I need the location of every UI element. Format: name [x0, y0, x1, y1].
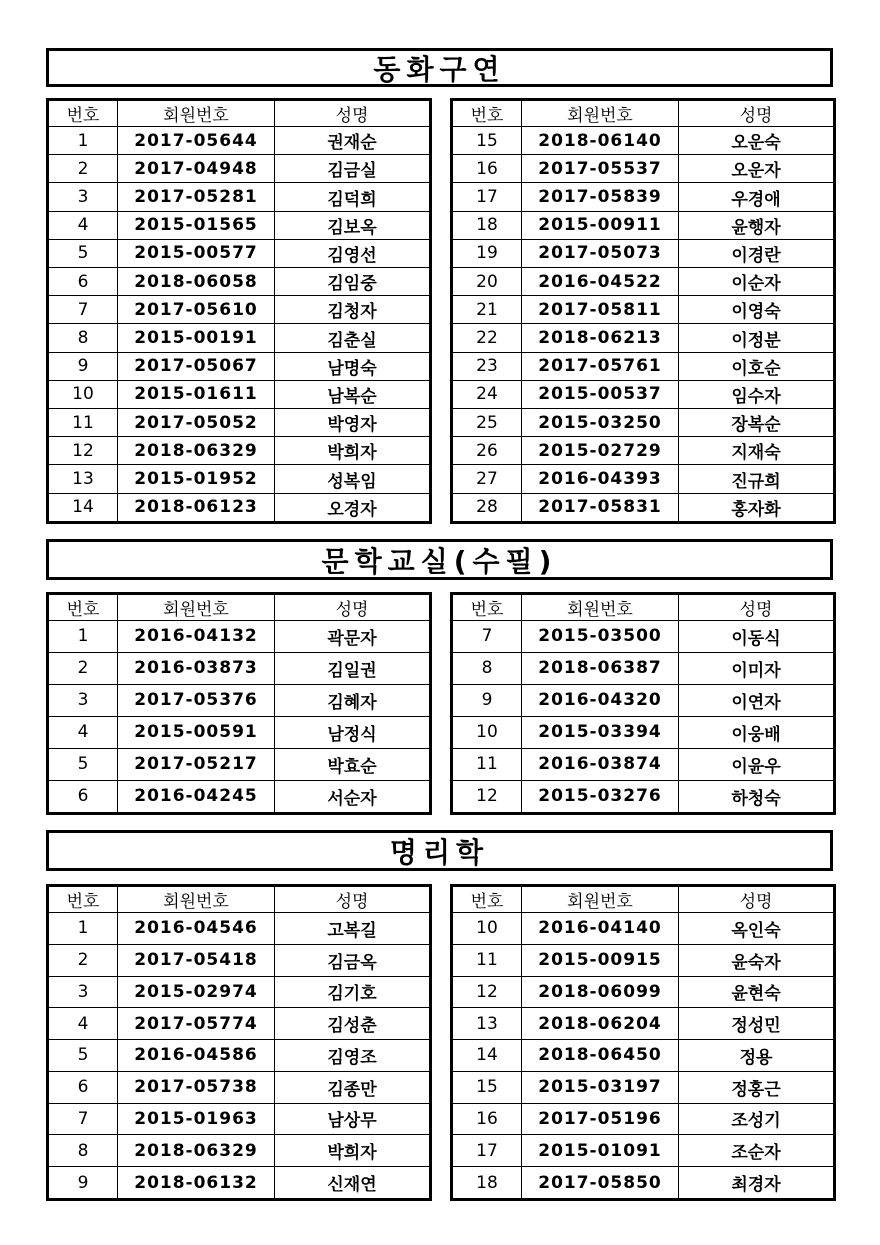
row-number: 3	[48, 976, 118, 1008]
member-id: 2018-06387	[522, 652, 679, 684]
member-name: 성복임	[275, 465, 431, 493]
member-id: 2017-05774	[118, 1008, 275, 1040]
row-number: 6	[48, 780, 118, 813]
member-id: 2018-06450	[522, 1040, 679, 1072]
header-no: 번호	[48, 886, 118, 913]
member-id: 2015-03394	[522, 716, 679, 748]
member-name: 박효순	[275, 748, 431, 780]
row-number: 2	[48, 652, 118, 684]
member-name: 조성기	[679, 1103, 835, 1135]
member-name: 김기호	[275, 976, 431, 1008]
member-name: 진규희	[679, 465, 835, 493]
member-name: 지재숙	[679, 437, 835, 465]
member-id: 2015-01091	[522, 1135, 679, 1167]
header-no: 번호	[48, 594, 118, 621]
member-name: 우경애	[679, 183, 835, 211]
row-number: 4	[48, 211, 118, 239]
member-name: 윤행자	[679, 211, 835, 239]
section-title: 동화구연	[46, 48, 833, 87]
member-name: 오운자	[679, 155, 835, 183]
table-row	[48, 437, 431, 465]
row-number: 17	[452, 183, 522, 211]
row-number: 5	[48, 239, 118, 267]
table-row	[452, 1008, 835, 1040]
member-name: 김청자	[275, 296, 431, 324]
member-name: 권재순	[275, 127, 431, 155]
member-id: 2015-02974	[118, 976, 275, 1008]
table-row	[48, 239, 431, 267]
row-number: 15	[452, 1071, 522, 1103]
member-name: 윤현숙	[679, 976, 835, 1008]
member-id: 2017-05811	[522, 296, 679, 324]
table-row	[48, 155, 431, 183]
table-row	[452, 493, 835, 522]
row-number: 8	[48, 1135, 118, 1167]
header-member-id: 회원번호	[522, 594, 679, 621]
member-name: 이윤우	[679, 748, 835, 780]
member-name: 정성민	[679, 1008, 835, 1040]
member-name: 김영선	[275, 239, 431, 267]
table-row	[48, 1008, 431, 1040]
member-name: 김성춘	[275, 1008, 431, 1040]
member-name: 정홍근	[679, 1071, 835, 1103]
table-row	[48, 296, 431, 324]
member-id: 2015-00915	[522, 944, 679, 976]
member-id: 2015-03197	[522, 1071, 679, 1103]
row-number: 10	[452, 913, 522, 945]
member-name: 남정식	[275, 716, 431, 748]
header-name: 성명	[679, 594, 835, 621]
member-name: 정용	[679, 1040, 835, 1072]
table-row	[452, 1071, 835, 1103]
row-number: 25	[452, 409, 522, 437]
member-name: 김춘실	[275, 324, 431, 352]
table-row	[452, 239, 835, 267]
member-id: 2018-06329	[118, 437, 275, 465]
table-row	[452, 211, 835, 239]
table-row	[48, 1071, 431, 1103]
row-number: 10	[48, 380, 118, 408]
row-number: 3	[48, 684, 118, 716]
member-id: 2015-01611	[118, 380, 275, 408]
table-row	[48, 652, 431, 684]
row-number: 14	[48, 493, 118, 522]
roster-table-right	[450, 884, 836, 1201]
member-id: 2017-05537	[522, 155, 679, 183]
member-id: 2016-04546	[118, 913, 275, 945]
row-number: 27	[452, 465, 522, 493]
row-number: 19	[452, 239, 522, 267]
header-row	[452, 100, 835, 127]
member-id: 2017-05067	[118, 352, 275, 380]
table-row	[48, 465, 431, 493]
member-name: 이순자	[679, 268, 835, 296]
table-row	[48, 780, 431, 813]
member-id: 2017-05052	[118, 409, 275, 437]
member-id: 2017-05850	[522, 1167, 679, 1200]
member-name: 김영조	[275, 1040, 431, 1072]
table-row	[48, 183, 431, 211]
table-row	[452, 127, 835, 155]
row-number: 4	[48, 716, 118, 748]
member-name: 옥인숙	[679, 913, 835, 945]
row-number: 5	[48, 1040, 118, 1072]
table-row	[48, 409, 431, 437]
table-row	[48, 621, 431, 653]
member-name: 김덕희	[275, 183, 431, 211]
member-name: 김보옥	[275, 211, 431, 239]
table-row	[48, 493, 431, 522]
member-name: 이동식	[679, 621, 835, 653]
header-no: 번호	[48, 100, 118, 127]
table-row	[452, 652, 835, 684]
table-row	[48, 127, 431, 155]
table-row	[48, 1167, 431, 1200]
table-row	[48, 324, 431, 352]
member-name: 이연자	[679, 684, 835, 716]
table-row	[452, 684, 835, 716]
row-number: 10	[452, 716, 522, 748]
table-row	[452, 437, 835, 465]
member-name: 남상무	[275, 1103, 431, 1135]
row-number: 6	[48, 1071, 118, 1103]
member-name: 오운숙	[679, 127, 835, 155]
row-number: 8	[48, 324, 118, 352]
table-row	[452, 944, 835, 976]
row-number: 5	[48, 748, 118, 780]
member-id: 2015-01952	[118, 465, 275, 493]
table-row	[48, 684, 431, 716]
row-number: 15	[452, 127, 522, 155]
row-number: 12	[48, 437, 118, 465]
row-number: 1	[48, 621, 118, 653]
row-number: 28	[452, 493, 522, 522]
table-row	[452, 780, 835, 813]
row-number: 7	[48, 1103, 118, 1135]
section-title: 문학교실(수필)	[46, 539, 833, 580]
member-id: 2017-05644	[118, 127, 275, 155]
member-id: 2018-06329	[118, 1135, 275, 1167]
header-no: 번호	[452, 886, 522, 913]
row-number: 14	[452, 1040, 522, 1072]
row-number: 1	[48, 913, 118, 945]
member-name: 신재연	[275, 1167, 431, 1200]
row-number: 7	[452, 621, 522, 653]
member-id: 2017-05281	[118, 183, 275, 211]
row-number: 22	[452, 324, 522, 352]
header-no: 번호	[452, 100, 522, 127]
member-name: 김임중	[275, 268, 431, 296]
row-number: 16	[452, 155, 522, 183]
member-id: 2016-04522	[522, 268, 679, 296]
member-name: 박희자	[275, 437, 431, 465]
table-row	[48, 1135, 431, 1167]
table-row	[452, 380, 835, 408]
member-name: 이정분	[679, 324, 835, 352]
header-member-id: 회원번호	[118, 100, 275, 127]
table-row	[48, 380, 431, 408]
roster-table-right	[450, 592, 836, 815]
table-row	[452, 324, 835, 352]
member-id: 2017-05738	[118, 1071, 275, 1103]
table-row	[452, 716, 835, 748]
member-id: 2018-06140	[522, 127, 679, 155]
member-name: 김금옥	[275, 944, 431, 976]
member-id: 2017-04948	[118, 155, 275, 183]
row-number: 9	[48, 352, 118, 380]
member-id: 2015-01963	[118, 1103, 275, 1135]
table-row	[48, 976, 431, 1008]
row-number: 6	[48, 268, 118, 296]
table-row	[452, 296, 835, 324]
roster-table-right	[450, 98, 836, 524]
row-number: 23	[452, 352, 522, 380]
section-title: 명리학	[46, 830, 833, 871]
member-id: 2015-00911	[522, 211, 679, 239]
table-row	[452, 976, 835, 1008]
member-id: 2018-06204	[522, 1008, 679, 1040]
table-row	[452, 155, 835, 183]
member-id: 2017-05196	[522, 1103, 679, 1135]
header-no: 번호	[452, 594, 522, 621]
table-row	[452, 621, 835, 653]
member-name: 박영자	[275, 409, 431, 437]
member-id: 2015-00591	[118, 716, 275, 748]
member-id: 2017-05761	[522, 352, 679, 380]
row-number: 16	[452, 1103, 522, 1135]
header-row	[48, 594, 431, 621]
member-name: 박희자	[275, 1135, 431, 1167]
member-name: 김종만	[275, 1071, 431, 1103]
table-row	[48, 1040, 431, 1072]
member-id: 2016-04320	[522, 684, 679, 716]
member-id: 2017-05376	[118, 684, 275, 716]
row-number: 12	[452, 780, 522, 813]
header-name: 성명	[275, 886, 431, 913]
member-name: 이미자	[679, 652, 835, 684]
table-row	[452, 183, 835, 211]
table-row	[48, 352, 431, 380]
member-id: 2015-00577	[118, 239, 275, 267]
table-row	[48, 748, 431, 780]
roster-table-left	[46, 98, 432, 524]
header-name: 성명	[275, 594, 431, 621]
table-row	[452, 1040, 835, 1072]
table-row	[48, 913, 431, 945]
member-name: 남복순	[275, 380, 431, 408]
table-row	[48, 211, 431, 239]
row-number: 13	[452, 1008, 522, 1040]
member-id: 2015-00537	[522, 380, 679, 408]
member-id: 2016-04140	[522, 913, 679, 945]
table-row	[48, 1103, 431, 1135]
member-id: 2017-05217	[118, 748, 275, 780]
member-id: 2017-05418	[118, 944, 275, 976]
row-number: 1	[48, 127, 118, 155]
table-row	[452, 913, 835, 945]
member-name: 곽문자	[275, 621, 431, 653]
header-row	[452, 886, 835, 913]
member-id: 2015-03250	[522, 409, 679, 437]
table-row	[452, 465, 835, 493]
row-number: 13	[48, 465, 118, 493]
member-id: 2016-03873	[118, 652, 275, 684]
row-number: 11	[452, 944, 522, 976]
header-name: 성명	[679, 886, 835, 913]
table-row	[452, 1103, 835, 1135]
row-number: 20	[452, 268, 522, 296]
member-id: 2015-00191	[118, 324, 275, 352]
row-number: 18	[452, 211, 522, 239]
row-number: 12	[452, 976, 522, 1008]
member-id: 2018-06058	[118, 268, 275, 296]
member-name: 윤숙자	[679, 944, 835, 976]
member-id: 2018-06099	[522, 976, 679, 1008]
row-number: 26	[452, 437, 522, 465]
member-id: 2015-02729	[522, 437, 679, 465]
header-member-id: 회원번호	[522, 886, 679, 913]
table-row	[48, 944, 431, 976]
table-row	[452, 268, 835, 296]
row-number: 2	[48, 155, 118, 183]
header-name: 성명	[275, 100, 431, 127]
member-id: 2016-04393	[522, 465, 679, 493]
roster-table-left	[46, 592, 432, 815]
row-number: 21	[452, 296, 522, 324]
member-name: 서순자	[275, 780, 431, 813]
member-name: 이경란	[679, 239, 835, 267]
header-row	[48, 100, 431, 127]
member-id: 2018-06213	[522, 324, 679, 352]
member-id: 2018-06123	[118, 493, 275, 522]
member-name: 김혜자	[275, 684, 431, 716]
header-row	[452, 594, 835, 621]
member-name: 오경자	[275, 493, 431, 522]
header-name: 성명	[679, 100, 835, 127]
table-row	[48, 716, 431, 748]
row-number: 3	[48, 183, 118, 211]
member-id: 2015-03500	[522, 621, 679, 653]
member-name: 최경자	[679, 1167, 835, 1200]
member-id: 2017-05831	[522, 493, 679, 522]
member-name: 이영숙	[679, 296, 835, 324]
member-id: 2018-06132	[118, 1167, 275, 1200]
row-number: 9	[48, 1167, 118, 1200]
member-id: 2016-04586	[118, 1040, 275, 1072]
row-number: 18	[452, 1167, 522, 1200]
member-name: 이호순	[679, 352, 835, 380]
row-number: 24	[452, 380, 522, 408]
member-name: 임수자	[679, 380, 835, 408]
table-row	[452, 1167, 835, 1200]
row-number: 4	[48, 1008, 118, 1040]
row-number: 11	[48, 409, 118, 437]
member-name: 김일권	[275, 652, 431, 684]
member-id: 2017-05073	[522, 239, 679, 267]
row-number: 7	[48, 296, 118, 324]
row-number: 17	[452, 1135, 522, 1167]
table-row	[452, 409, 835, 437]
table-row	[452, 748, 835, 780]
table-row	[452, 1135, 835, 1167]
table-row	[452, 352, 835, 380]
roster-table-left	[46, 884, 432, 1201]
member-name: 하청숙	[679, 780, 835, 813]
row-number: 8	[452, 652, 522, 684]
member-name: 이웅배	[679, 716, 835, 748]
header-member-id: 회원번호	[118, 594, 275, 621]
member-id: 2016-04245	[118, 780, 275, 813]
member-name: 홍자화	[679, 493, 835, 522]
row-number: 9	[452, 684, 522, 716]
member-id: 2016-04132	[118, 621, 275, 653]
row-number: 11	[452, 748, 522, 780]
row-number: 2	[48, 944, 118, 976]
table-row	[48, 268, 431, 296]
member-id: 2015-03276	[522, 780, 679, 813]
header-member-id: 회원번호	[118, 886, 275, 913]
member-name: 남명숙	[275, 352, 431, 380]
member-id: 2015-01565	[118, 211, 275, 239]
member-id: 2016-03874	[522, 748, 679, 780]
header-row	[48, 886, 431, 913]
member-id: 2017-05610	[118, 296, 275, 324]
member-id: 2017-05839	[522, 183, 679, 211]
member-name: 고복길	[275, 913, 431, 945]
member-name: 장복순	[679, 409, 835, 437]
header-member-id: 회원번호	[522, 100, 679, 127]
member-name: 조순자	[679, 1135, 835, 1167]
member-name: 김금실	[275, 155, 431, 183]
